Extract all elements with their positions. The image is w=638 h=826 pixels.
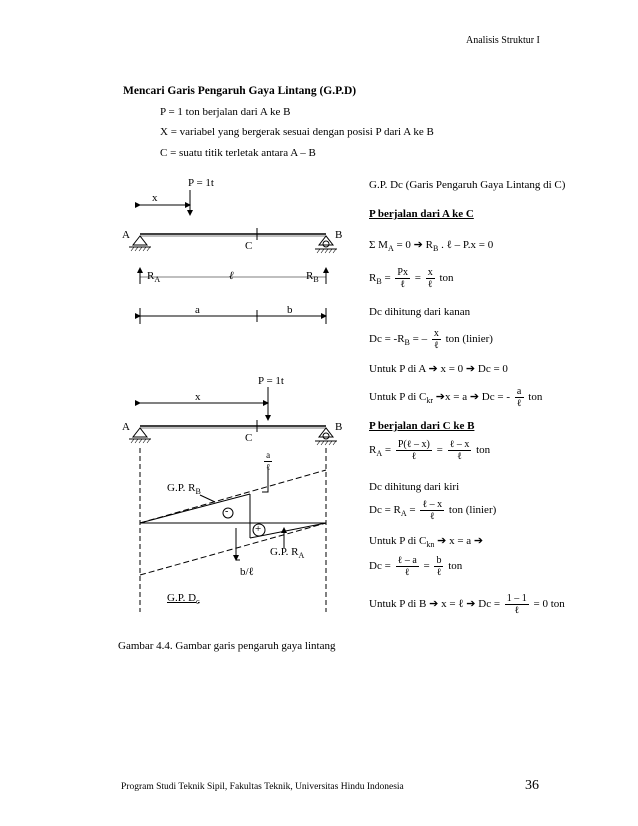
rb-equation: $R_B$ = $\frac{Px}{\text{ℓ}}$ = $\frac{x}{\text{ℓ}}$ ton	[369, 266, 454, 290]
definition-x: X = variabel yang bergerak sesuai dengan posisi P dari A ke B	[160, 126, 434, 138]
running-header: Analisis Struktur I	[466, 35, 540, 46]
span-length-label: ℓ	[229, 270, 234, 282]
dc-from-left: Dc dihitung dari kiri	[369, 481, 460, 493]
gp-ra-label: G.P. $R_A$	[270, 546, 305, 561]
moment-equation: Σ $M_A = 0$ ➔ $R_B$ . ℓ – P.x = 0	[369, 239, 494, 254]
p-at-ckn: Untuk P di $C_{kn}$ ➔ x = a ➔	[369, 535, 484, 550]
dc-right-equation: $Dc = -R_B$ = – $\frac{x}{\text{ℓ}}$ ton (linier)	[369, 327, 493, 351]
dim-b-label: b	[287, 304, 293, 316]
reaction-a-label: $R_A$	[147, 270, 161, 285]
case1-heading: P berjalan dari A ke C	[369, 208, 474, 220]
reaction-b-label: $R_B$	[306, 270, 319, 285]
dim-a-label: a	[195, 304, 200, 316]
a-over-l-label: $\frac{a}{\text{ℓ}}$	[266, 450, 271, 472]
definition-c: C = suatu titik terletak antara A – B	[160, 147, 316, 159]
footer-text: Program Studi Teknik Sipil, Fakultas Teknik, Universitas Hindu Indonesia	[121, 782, 404, 792]
dc-left-equation: $Dc = R_A$ = $\frac{\text{ℓ – x}}{\text{ℓ}}$ ton (linier)	[369, 498, 497, 522]
point-c-label: C	[245, 240, 253, 252]
p-at-b: Untuk P di B ➔ x = ℓ ➔ Dc = $\frac{1 - 1}{\text{ℓ}}$ = 0 ton	[369, 592, 565, 616]
x-label-top: x	[152, 192, 158, 204]
support-b-label: B	[335, 229, 343, 241]
dc-ckn-equation: Dc = $\frac{\text{ℓ – a}}{\text{ℓ}}$ = $\frac{b}{\text{ℓ}}$ ton	[369, 554, 463, 578]
p-at-ckr: Untuk P di $C_{kr}$ ➔x = a ➔ Dc = - $\frac{a}{\text{ℓ}}$ ton	[369, 385, 543, 409]
support-a2-label: A	[122, 421, 130, 433]
x-label-bottom: x	[195, 391, 201, 403]
load-label-bottom: P = 1t	[258, 375, 284, 387]
page-number: 36	[525, 778, 539, 793]
section-title: Mencari Garis Pengaruh Gaya Lintang (G.P.D)	[123, 85, 357, 97]
gp-dc-label: G.P. $D_c$	[167, 592, 200, 607]
support-a-label: A	[122, 229, 130, 241]
dc-from-right: Dc dihitung dari kanan	[369, 306, 471, 318]
p-at-a: Untuk P di A ➔ x = 0 ➔ Dc = 0	[369, 363, 508, 375]
support-b2-label: B	[335, 421, 343, 433]
load-label-top: P = 1t	[188, 177, 214, 189]
case2-heading: P berjalan dari C ke B	[369, 420, 475, 432]
minus-sign: -	[225, 506, 229, 517]
ra-equation: $R_A$ = $\frac{\text{P(ℓ – x)}}{\text{ℓ}}$ = $\frac{\text{ℓ – x}}{\text{ℓ}}$ ton	[369, 438, 491, 462]
gp-rb-label: G.P. $R_B$	[167, 482, 201, 497]
plus-sign: +	[255, 523, 262, 535]
gp-dc-title: G.P. Dc (Garis Pengaruh Gaya Lintang di C)	[369, 179, 566, 191]
definition-p: P = 1 ton berjalan dari A ke B	[160, 106, 291, 118]
point-c2-label: C	[245, 432, 253, 444]
figure-caption: Gambar 4.4. Gambar garis pengaruh gaya lintang	[118, 640, 336, 652]
b-over-l-label: b/ℓ	[240, 566, 254, 578]
